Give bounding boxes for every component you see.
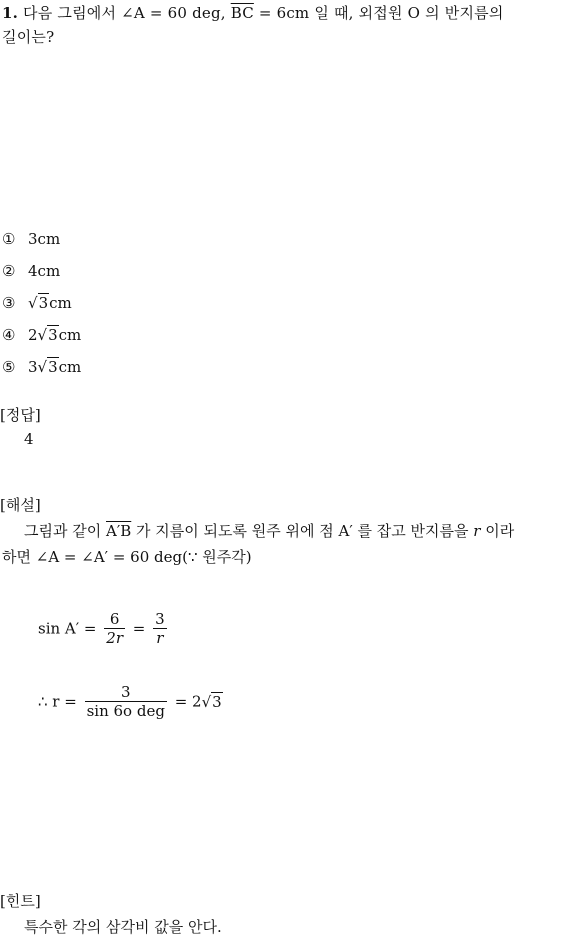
explanation-line-1 <box>24 520 514 541</box>
option-number: ① <box>2 230 16 248</box>
sqrt-argument: 3 <box>38 294 49 312</box>
segment-bc: $\overline{BC}$ <box>230 4 254 22</box>
explanation-text: 가 지름이 되도록 원주 위에 점 A′ 를 잡고 반지름을 <box>131 522 474 540</box>
option-text: cm <box>58 358 82 376</box>
figure-area <box>0 55 573 225</box>
option-text: cm <box>49 294 72 312</box>
option-5[interactable] <box>2 358 81 376</box>
question-line-1 <box>2 2 504 23</box>
question-number: 1. <box>2 4 19 22</box>
option-text: cm <box>58 326 82 344</box>
segment-a-prime-b: A′B <box>106 522 132 540</box>
option-text: 3cm <box>28 230 61 248</box>
option-number: ③ <box>2 294 16 312</box>
sqrt-symbol: √3 <box>201 692 222 711</box>
fraction-3-over-sin <box>85 683 167 720</box>
sqrt-symbol: √3 <box>37 358 58 376</box>
sqrt-argument: 3 <box>212 692 222 711</box>
hint-label: [힌트] <box>0 892 41 910</box>
frac-numerator: 3 <box>121 683 131 701</box>
answer-value: 4 <box>24 430 34 448</box>
fraction-6-over-2r <box>104 610 125 647</box>
explanation-label: [해설] <box>0 496 41 514</box>
option-4[interactable] <box>2 326 81 344</box>
answer-label: [정답] <box>0 406 41 424</box>
frac-numerator: 3 <box>155 610 165 628</box>
sqrt-symbol: √3 <box>37 326 58 344</box>
eq1-left: sin A′ = <box>38 619 102 638</box>
explanation-text: 그림과 같이 <box>24 522 106 540</box>
option-3[interactable] <box>2 294 72 312</box>
eq2-left: ∴ r = <box>38 692 82 711</box>
option-1[interactable] <box>2 230 60 248</box>
eq2-mid: = 2 <box>169 692 202 711</box>
equation-1 <box>38 610 170 647</box>
frac-numerator: 6 <box>109 610 120 628</box>
equation-2 <box>38 683 223 720</box>
option-number: ⑤ <box>2 358 16 376</box>
option-number: ② <box>2 262 16 280</box>
frac-denominator: sin 6o deg <box>86 702 165 720</box>
explanation-text: 이라 <box>480 522 515 540</box>
sqrt-argument: 3 <box>48 326 58 344</box>
option-number: ④ <box>2 326 16 344</box>
sqrt-argument: 3 <box>48 358 58 376</box>
option-text: 4cm <box>28 262 61 280</box>
option-2[interactable] <box>2 262 60 280</box>
radius-symbol: r <box>473 522 481 540</box>
option-coef: 2 <box>28 326 38 344</box>
question-text-suffix: = 6cm 일 때, 외접원 O 의 반지름의 <box>253 4 504 22</box>
frac-denominator: 2r <box>106 629 123 647</box>
explanation-line-2: 하면 ∠A = ∠A′ = 60 deg(∵ 원주각) <box>2 548 252 566</box>
option-coef: 3 <box>28 358 38 376</box>
eq1-mid: = <box>128 619 151 638</box>
hint-text: 특수한 각의 삼각비 값을 안다. <box>24 918 222 936</box>
frac-denominator: r <box>153 628 167 647</box>
question-line-2: 길이는? <box>2 28 55 46</box>
question-text-prefix: 다음 그림에서 ∠A = 60 deg, <box>23 4 231 22</box>
fraction-3-over-r <box>153 610 167 647</box>
sqrt-symbol: √3 <box>28 294 49 312</box>
